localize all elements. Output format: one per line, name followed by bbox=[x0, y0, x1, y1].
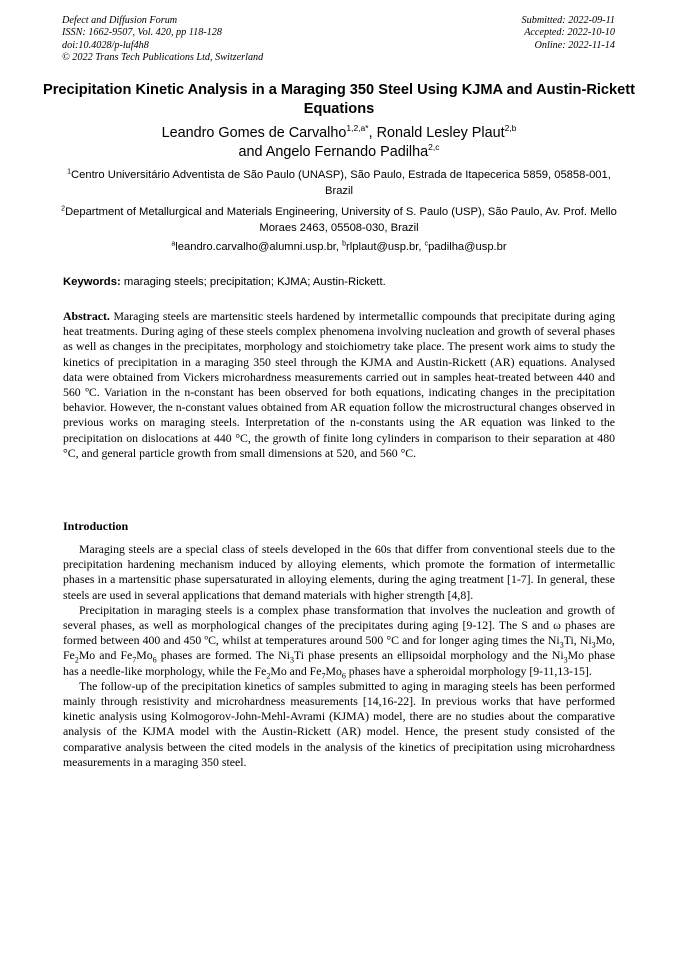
journal-doi: doi:10.4028/p-luf4h8 bbox=[62, 39, 149, 51]
author-sup: 2,b bbox=[504, 123, 517, 134]
journal-copyright: © 2022 Trans Tech Publications Ltd, Switzerland bbox=[62, 51, 264, 63]
accepted-date: Accepted: 2022-10-10 bbox=[524, 27, 615, 39]
abstract-text: Maraging steels are martensitic steels hardened by intermetallic compounds that precipitate during aging heat treatments. During aging of these steels complex phenomena involving nucleation and growth of several phases as well as changes in the precipitates, morphology and stoichiometry take place. The present work aims to study the kinetics of precipitation in a maraging 350 steel through the KJMA and Austin-Rickett (AR) equations. Analysed data were obtained from Vickers microhardness measurements carried out in samples heat-treated between 440 and 560 ºC. Variation in the n-constant has been observed for both equations, indicating changes in the precipitation behavior. However, the n-constant values obtained from AR equation follow the microstructural changes observed in previous works on maraging steels. Interpretation of the n-constants using the AR equation was linked to the precipitation on dislocations at 440 °C, the growth of finite long cylinders in comparison to their separation at 480 °C, and general particle growth from small dimensions at 520, and 560 °C. bbox=[63, 309, 615, 460]
journal-name: Defect and Diffusion Forum bbox=[62, 15, 178, 26]
author-name: Angelo Fernando Padilha bbox=[265, 144, 429, 160]
online-date: Online: 2022-11-14 bbox=[534, 39, 615, 51]
affiliation-text: Department of Metallurgical and Materials Engineering, University of S. Paulo (USP), São Paulo, Av. Prof. Mello Moraes 2463, 05508-030, Brazil bbox=[65, 206, 617, 234]
journal-issn: ISSN: 1662-9507, Vol. 420, pp 118-128 bbox=[62, 27, 222, 39]
section-heading: Introduction bbox=[63, 519, 129, 533]
journal-header bbox=[62, 15, 263, 64]
email-sup: c bbox=[424, 240, 429, 248]
author-list bbox=[40, 124, 638, 162]
email-link[interactable]: rlplaut@usp.br, bbox=[346, 241, 425, 253]
email-list bbox=[60, 240, 618, 255]
affiliation-text: Centro Universitário Adventista de São Paulo (UNASP), São Paulo, Estrada de Itapecerica 5859, 05858-001, Brazil bbox=[71, 169, 611, 197]
keywords-text: maraging steels; precipitation; KJMA; Austin-Rickett. bbox=[120, 276, 386, 288]
affiliation bbox=[60, 168, 618, 199]
author-name: Leandro Gomes de Carvalho bbox=[161, 125, 347, 141]
author-sup: 2,c bbox=[428, 142, 440, 153]
affiliation-sup: 1 bbox=[67, 168, 72, 176]
submitted-date: Submitted: 2022-09-11 bbox=[521, 15, 615, 26]
email-link[interactable]: padilha@usp.br bbox=[428, 241, 507, 253]
keywords-label: Keywords: bbox=[63, 276, 121, 288]
paper-title: Precipitation Kinetic Analysis in a Maraging 350 Steel Using KJMA and Austin-Rickett Equations bbox=[43, 82, 635, 117]
author-name: Ronald Lesley Plaut bbox=[376, 125, 505, 141]
dates-header bbox=[522, 15, 615, 52]
email-sup: b bbox=[342, 240, 347, 248]
author-sup: 1,2,a* bbox=[346, 123, 369, 134]
abstract-label: Abstract. bbox=[63, 309, 110, 323]
paragraph: The follow-up of the precipitation kinetics of samples submitted to aging in maraging steels has been performed mainly through resistivity and microhardness measurements [14,16-22]. In previous works that have performed kinetic analysis using Kolmogorov-John-Mehl-Avrami (KJMA) model, there are no studies about the comparative analysis of the KJMA model with the Austin-Rickett (AR) model. Hence, the present study consisted of the comparative analysis between the cited models in the analysis of the kinetics of precipitation using microhardness measurements in a maraging 350 steel. bbox=[63, 678, 615, 769]
author-separator: and bbox=[238, 144, 266, 160]
abstract bbox=[63, 309, 615, 461]
affiliation bbox=[60, 205, 618, 236]
author-separator: , bbox=[368, 125, 377, 141]
keywords bbox=[63, 275, 615, 290]
affiliation-sup: 2 bbox=[61, 205, 66, 213]
email-link[interactable]: leandro.carvalho@alumni.usp.br, bbox=[175, 241, 343, 253]
email-sup: a bbox=[171, 240, 176, 248]
paragraph: Precipitation in maraging steels is a complex phase transformation that involves the nucleation and growth of several phases, as well as morphological changes of the precipitates during aging [9-12]. The S and ω phases are formed between 400 and 450 ºC, whilst at temperatures around 500 °C and for longer aging times the $Ni_3Ti$, $Ni_3Mo$, $Fe_2Mo$ and $Fe_7Mo_6$ phases are formed. The $Ni_3Ti$ phase presents an ellipsoidal morphology and the $Ni_3Mo$ phase has a needle-like morphology, while the $Fe_2Mo$ and $Fe_7Mo_6$ phases have a spheroidal morphology [9-11,13-15]. bbox=[63, 602, 616, 680]
introduction-body bbox=[63, 542, 615, 770]
paragraph: Maraging steels are a special class of steels developed in the 60s that differ from conventional steels due to the precipitation hardening mechanism induced by alloying elements, which promote the formation of intermetallic phases in a martensitic phase supersaturated in alloying elements, during the aging treatment [1-7]. In general, these steels are used in several applications that demand materials with higher strength [4,8]. bbox=[63, 542, 615, 602]
